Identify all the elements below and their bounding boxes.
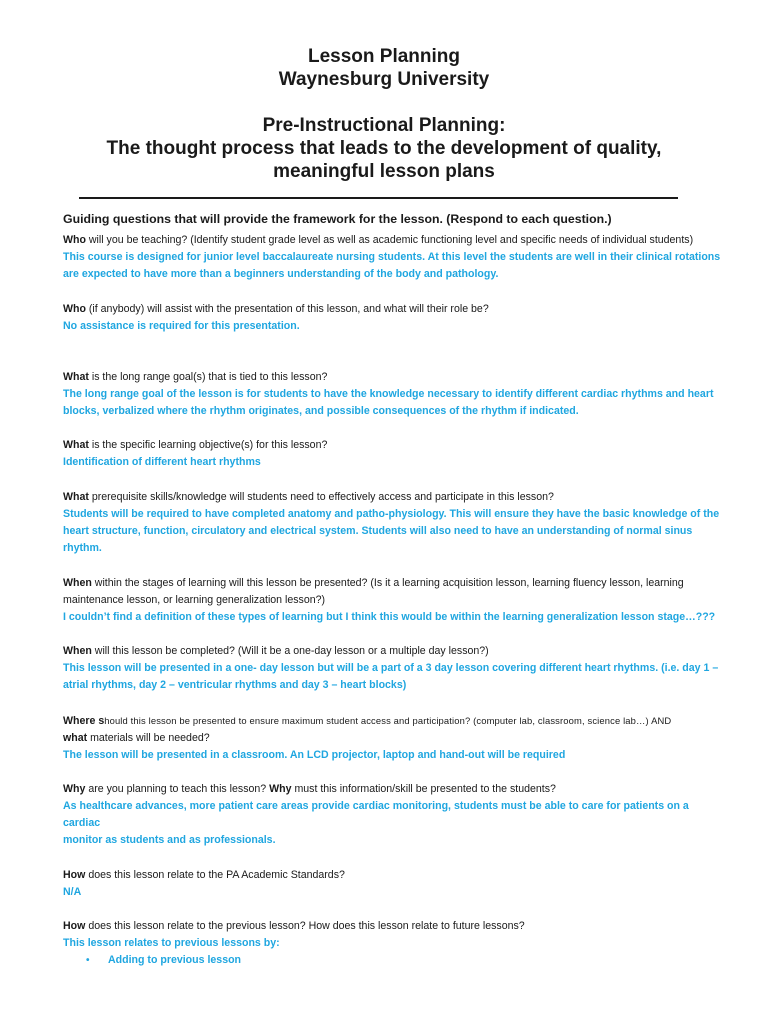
question-keyword: How <box>63 920 86 933</box>
question-text: materials will be needed? <box>87 731 210 744</box>
question-text-continued: maintenance lesson, or learning generalization lesson?) <box>63 593 326 606</box>
title-block-top <box>0 45 768 91</box>
answer-line: are expected to have more than a beginners understanding of the body and pathology. <box>63 268 499 281</box>
answer-line: The long range goal of the lesson is for students to have the knowledge necessary to identify different cardiac rhythms and heart <box>63 387 714 400</box>
horizontal-rule <box>79 197 678 199</box>
answer-line: No assistance is required for this presentation. <box>63 319 300 332</box>
answer-line: Students will be required to have completed anatomy and patho-physiology. This will ensure they have the basic knowledge of the <box>63 507 720 520</box>
question-keyword: Where s <box>63 714 105 727</box>
answer-line: atrial rhythms, day 2 – ventricular rhythms and day 3 – heart blocks) <box>63 679 407 692</box>
question-who-assist <box>63 301 723 318</box>
question-keyword: Why <box>269 782 292 795</box>
question-keyword: When <box>63 644 92 657</box>
question-keyword: When <box>63 576 92 589</box>
answer-line: monitor as students and as professionals. <box>63 834 276 847</box>
doc-title: Lesson Planning <box>307 46 461 67</box>
question-why-teach <box>63 781 723 798</box>
question-text: must this information/skill be presented to the students? <box>291 782 556 795</box>
questions-section <box>63 211 723 970</box>
title-block-bottom <box>0 114 768 183</box>
answer-line: I couldn’t find a definition of these types of learning but I think this would be within the learning generalization lesson stage…??? <box>63 610 716 623</box>
question-stage-of-learning <box>63 575 723 592</box>
question-where-presented <box>63 712 723 730</box>
institution-name: Waynesburg University <box>278 69 490 90</box>
question-keyword: What <box>63 490 89 503</box>
bullet-item <box>63 952 723 969</box>
section-subtitle-line1: The thought process that leads to the development of quality, <box>106 138 662 159</box>
answer-line: This lesson relates to previous lessons by: <box>63 937 280 950</box>
question-objective <box>63 437 723 454</box>
question-text: are you planning to teach this lesson? <box>85 782 270 795</box>
question-text: (if anybody) will assist with the presentation of this lesson, and what will their role be? <box>85 302 489 315</box>
answer-line: This course is designed for junior level baccalaureate nursing students. At this level the students are well in their clinical rotations <box>63 251 721 263</box>
question-pa-standards <box>63 867 723 884</box>
question-keyword: What <box>63 370 89 383</box>
answer-line: heart structure, function, circulatory and electrical system. Students will also need to have an understanding of normal sinus rhythm. <box>63 525 693 555</box>
guiding-heading: Guiding questions that will provide the framework for the lesson. (Respond to each question.) <box>63 212 612 226</box>
question-text: is the long range goal(s) that is tied to this lesson? <box>88 370 328 383</box>
question-text: within the stages of learning will this lesson be presented? (Is it a learning acquisition lesson, learning fluency lesson, learning <box>91 576 684 589</box>
answer-line: This lesson will be presented in a one- day lesson but will be a part of a 3 day lesson covering different heart rhythms. (i.e. day 1 – <box>63 661 719 674</box>
answer-line: N/A <box>63 885 82 898</box>
question-materials <box>63 730 723 747</box>
question-who-teaching <box>63 232 723 249</box>
question-text: prerequisite skills/knowledge will students need to effectively access and participate in this lesson? <box>88 490 554 503</box>
question-keyword: Who <box>63 234 86 246</box>
bullet-icon: • <box>86 955 90 967</box>
question-prerequisites <box>63 489 723 506</box>
answer-line: Identification of different heart rhythms <box>63 456 261 469</box>
answer-line: As healthcare advances, more patient care areas provide cardiac monitoring, students must be able to care for patients on a cardiac <box>63 799 689 830</box>
bullet-text: Adding to previous lesson <box>108 954 242 967</box>
question-keyword: Who <box>63 302 86 315</box>
question-text: does this lesson relate to the previous lesson? How does this lesson relate to future lessons? <box>85 920 525 933</box>
question-long-range-goal <box>63 369 723 386</box>
question-text: hould this lesson be presented to ensure maximum student access and participation? (computer lab, classroom, science lab…) AND <box>104 714 672 726</box>
question-keyword: Why <box>63 782 86 795</box>
question-text: will this lesson be completed? (Will it be a one-day lesson or a multiple day lesson?) <box>91 644 489 657</box>
question-text: will you be teaching? (Identify student grade level as well as academic functioning level and specific needs of individual students) <box>85 234 694 246</box>
section-subtitle-line2: meaningful lesson plans <box>273 161 495 182</box>
question-keyword: what <box>63 731 88 744</box>
section-title: Pre-Instructional Planning: <box>262 115 506 136</box>
question-text: does this lesson relate to the PA Academic Standards? <box>85 868 345 881</box>
question-relate-lessons <box>63 918 723 935</box>
answer-line: blocks, verbalized where the rhythm originates, and possible consequences of the rhythm if indicated. <box>63 405 579 418</box>
question-keyword: What <box>63 439 89 452</box>
question-keyword: How <box>63 868 86 881</box>
answer-line: The lesson will be presented in a classroom. An LCD projector, laptop and hand-out will be required <box>63 748 566 761</box>
question-text: is the specific learning objective(s) for this lesson? <box>88 439 328 452</box>
question-when-completed <box>63 643 723 660</box>
